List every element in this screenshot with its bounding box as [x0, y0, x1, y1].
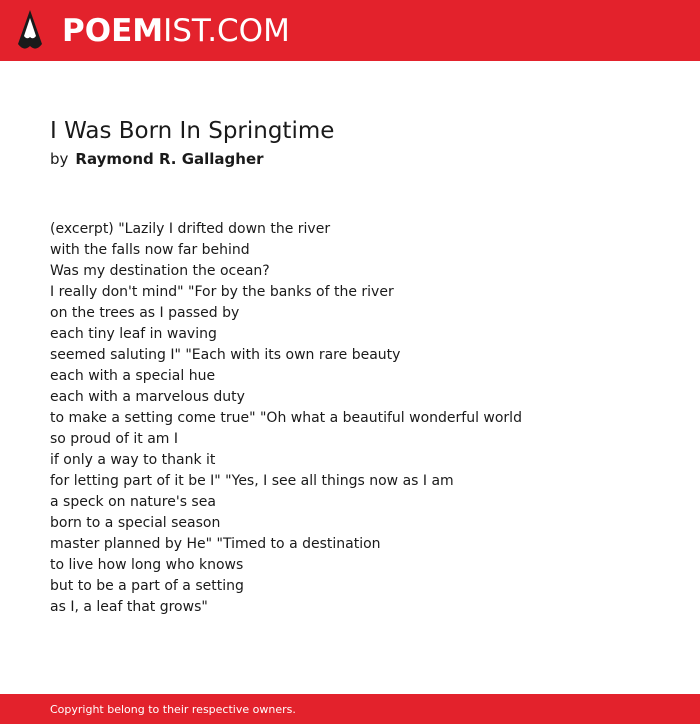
poem-byline: [50, 148, 264, 170]
poem-line: so proud of it am I: [50, 431, 178, 447]
copyright-text: Copyright belong to their respective owners.: [50, 703, 296, 716]
site-logo-link[interactable]: [62, 11, 290, 51]
poem-line: to live how long who knows: [50, 557, 244, 573]
poem-line: (excerpt) "Lazily I drifted down the river: [50, 221, 331, 237]
poem-line: as I, a leaf that grows": [50, 599, 208, 615]
poem-line: on the trees as I passed by: [50, 305, 240, 321]
poem-line: I really don't mind" "For by the banks of the river: [50, 284, 394, 300]
poem-line: if only a way to thank it: [50, 452, 216, 468]
poem-line: a speck on nature's sea: [50, 494, 216, 510]
brand-light: IST.COM: [163, 13, 290, 49]
poem-title: I Was Born In Springtime: [50, 118, 335, 144]
poem-line: for letting part of it be I" "Yes, I see all things now as I am: [50, 473, 454, 489]
pencil-logo-icon[interactable]: [18, 10, 42, 52]
site-footer: [0, 694, 700, 724]
poem-line: master planned by He" "Timed to a destination: [50, 536, 381, 552]
poem-line: seemed saluting I" "Each with its own rare beauty: [50, 347, 401, 363]
author-name[interactable]: Raymond R. Gallagher: [75, 150, 264, 168]
poem-line: each with a special hue: [50, 368, 216, 384]
brand-strong: POEM: [62, 13, 164, 49]
poem-line: to make a setting come true" "Oh what a beautiful wonderful world: [50, 410, 522, 426]
poem-line: each with a marvelous duty: [50, 389, 245, 405]
poem-line: with the falls now far behind: [50, 242, 250, 258]
poem-body: [50, 219, 670, 618]
poem-line: Was my destination the ocean?: [50, 263, 270, 279]
by-label: by: [50, 150, 69, 168]
site-header: [0, 0, 700, 61]
poem-line: each tiny leaf in waving: [50, 326, 217, 342]
poem-line: born to a special season: [50, 515, 221, 531]
poem-line: but to be a part of a setting: [50, 578, 244, 594]
